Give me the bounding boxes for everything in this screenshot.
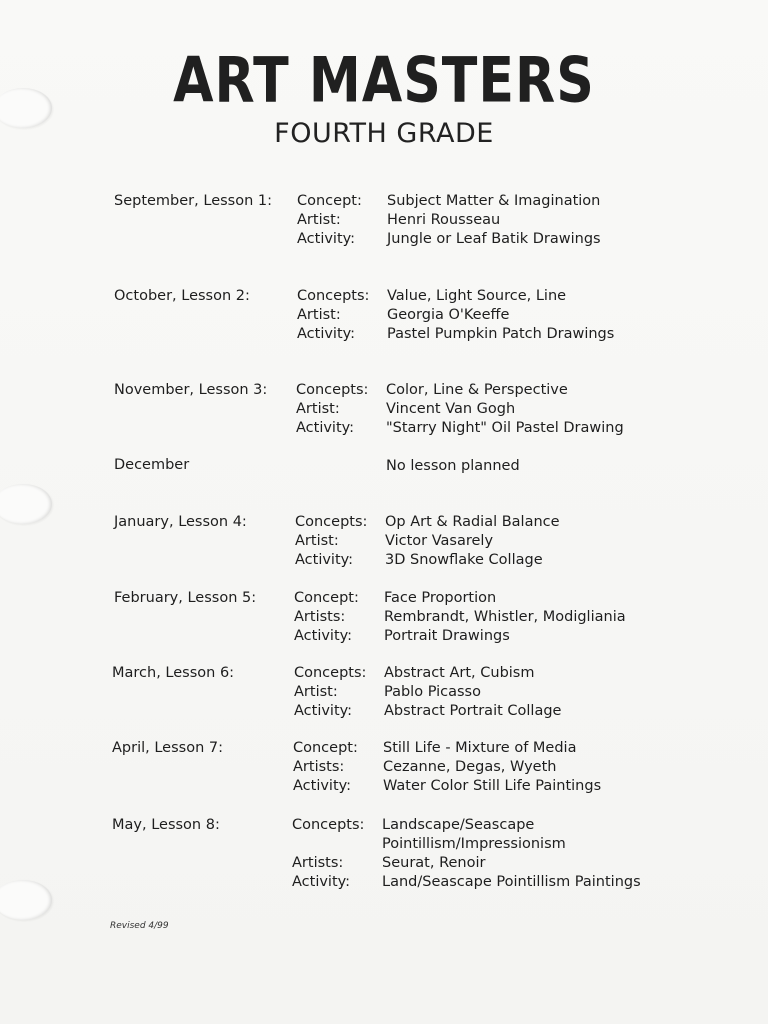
lesson-month: October, Lesson 2:: [114, 288, 250, 304]
row-value: Abstract Portrait Collage: [384, 703, 562, 719]
row-label: Concepts:: [292, 817, 365, 833]
row-value: Pastel Pumpkin Patch Drawings: [387, 326, 615, 342]
lesson-month: February, Lesson 5:: [114, 590, 257, 606]
row-label: Artists:: [294, 609, 346, 625]
row-value: Jungle or Leaf Batik Drawings: [387, 231, 601, 247]
row-value: "Starry Night" Oil Pastel Drawing: [386, 420, 624, 436]
document-title: ART MASTERS: [173, 43, 595, 117]
lesson-month: September, Lesson 1:: [114, 193, 272, 209]
row-label: Activity:: [297, 231, 356, 247]
row-value: Rembrandt, Whistler, Modigliania: [384, 609, 626, 625]
row-value: Value, Light Source, Line: [387, 288, 567, 304]
row-value: Pablo Picasso: [384, 684, 481, 700]
row-label: Activity:: [294, 628, 353, 644]
row-label: Artist:: [296, 401, 340, 417]
row-label: Concept:: [294, 590, 359, 606]
row-value: Color, Line & Perspective: [386, 382, 568, 398]
row-label: Artist:: [297, 307, 341, 323]
row-value: Abstract Art, Cubism: [384, 665, 535, 681]
row-label: Artist:: [297, 212, 341, 228]
row-label: Concepts:: [295, 514, 368, 530]
row-value: Land/Seascape Pointillism Paintings: [382, 874, 641, 890]
row-label: Activity:: [295, 552, 354, 568]
lesson-month: March, Lesson 6:: [112, 665, 235, 681]
row-value: No lesson planned: [386, 458, 520, 474]
row-label: Activity:: [293, 778, 352, 794]
revision-note: Revised 4/99: [110, 921, 169, 931]
row-value: Pointillism/Impressionism: [382, 836, 566, 852]
row-value: Subject Matter & Imagination: [387, 193, 601, 209]
row-label: Activity:: [297, 326, 356, 342]
row-value: Henri Rousseau: [387, 212, 501, 228]
row-label: Concepts:: [296, 382, 369, 398]
row-label: Activity:: [294, 703, 353, 719]
lesson-month: November, Lesson 3:: [114, 382, 268, 398]
row-label: Artists:: [293, 759, 345, 775]
row-value: 3D Snowflake Collage: [385, 552, 543, 568]
punch-hole-bottom: [0, 880, 52, 920]
row-label: Artists:: [292, 855, 344, 871]
row-label: Activity:: [292, 874, 351, 890]
row-label: Concepts:: [294, 665, 367, 681]
lesson-month: April, Lesson 7:: [112, 740, 223, 756]
row-label: Artist:: [294, 684, 338, 700]
row-value: Victor Vasarely: [385, 533, 494, 549]
row-value: Water Color Still Life Paintings: [383, 778, 602, 794]
row-value: Portrait Drawings: [384, 628, 510, 644]
row-label: Concepts:: [297, 288, 370, 304]
lesson-month: December: [114, 457, 190, 473]
document-subtitle: FOURTH GRADE: [274, 118, 494, 149]
row-value: Face Proportion: [384, 590, 497, 606]
row-value: Landscape/Seascape: [382, 817, 535, 833]
lesson-month: May, Lesson 8:: [112, 817, 220, 833]
punch-hole-middle: [0, 484, 52, 524]
row-value: Cezanne, Degas, Wyeth: [383, 759, 557, 775]
row-value: Georgia O'Keeffe: [387, 307, 510, 323]
row-label: Concept:: [297, 193, 362, 209]
row-value: Seurat, Renoir: [382, 855, 486, 871]
row-value: Vincent Van Gogh: [386, 401, 516, 417]
row-label: Activity:: [296, 420, 355, 436]
row-label: Artist:: [295, 533, 339, 549]
lesson-month: January, Lesson 4:: [114, 514, 247, 530]
row-value: Still Life - Mixture of Media: [383, 740, 577, 756]
row-label: Concept:: [293, 740, 358, 756]
row-value: Op Art & Radial Balance: [385, 514, 560, 530]
